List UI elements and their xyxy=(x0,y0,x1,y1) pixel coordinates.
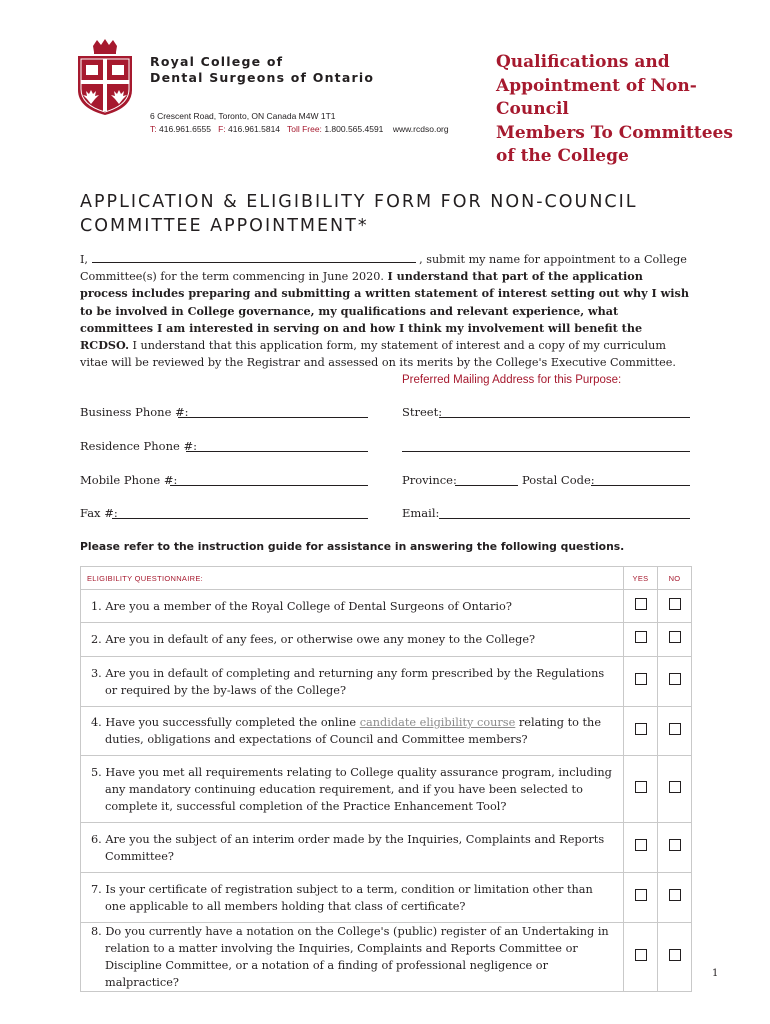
postal-code-field[interactable] xyxy=(591,485,690,486)
business-phone-label: Business Phone #: xyxy=(80,405,189,419)
question-text: 6. Are you the subject of an interim order made by the Inquiries, Complaints and Reports Committee? xyxy=(91,832,605,863)
org-name xyxy=(150,54,374,86)
questionnaire-header: ELIGIBILITY QUESTIONNAIRE: xyxy=(81,567,624,590)
email-field[interactable] xyxy=(439,518,690,519)
candidate-eligibility-course-link[interactable]: candidate eligibility course xyxy=(359,716,516,729)
email-label: Email: xyxy=(402,506,440,520)
form-heading-line2: COMMITTEE APPOINTMENT* xyxy=(80,216,369,236)
intro-text: , submit my name for appointment to a College Committee(s) for the term commencing in June 2020. xyxy=(80,253,687,284)
table-row xyxy=(81,823,692,873)
doc-title-line: of the College xyxy=(496,146,629,166)
doc-title-line: Qualifications and xyxy=(496,52,670,72)
intro-prefix: I, xyxy=(80,253,88,266)
question-4-start: 4. Have you successfully completed the online xyxy=(91,716,357,729)
no-checkbox[interactable] xyxy=(669,598,681,610)
question-text xyxy=(91,714,613,748)
yes-checkbox[interactable] xyxy=(635,889,647,901)
form-heading-line1: APPLICATION & ELIGIBILITY FORM FOR NON-COUNCIL xyxy=(80,192,638,212)
table-row xyxy=(81,657,692,707)
yes-checkbox[interactable] xyxy=(635,673,647,685)
yes-checkbox[interactable] xyxy=(635,781,647,793)
question-text: 1. Are you a member of the Royal College of Dental Surgeons of Ontario? xyxy=(91,599,512,613)
question-text: 7. Is your certificate of registration subject to a term, condition or limitation other than one applicable to all members holding that class of certificate? xyxy=(91,882,593,913)
document-title xyxy=(496,51,746,169)
province-field[interactable] xyxy=(455,485,518,486)
doc-title-line: Members To Committees xyxy=(496,122,733,143)
table-header-row xyxy=(81,567,692,590)
tollfree-number: 1.800.565.4591 xyxy=(324,124,384,134)
intro-bold-text: I understand that part of the application process includes preparing and submitting a written statement of interest setting out why I wish to be involved in College governance, my qualifications and relevant experience, what committees I am interested in serving on and how I think my involvement will benefit the RCDSO. xyxy=(80,269,689,353)
yes-checkbox[interactable] xyxy=(635,598,647,610)
residence-phone-field[interactable] xyxy=(186,451,368,452)
intro-rest-text: I understand that this application form, my statement of interest and a copy of my curriculum vitae will be reviewed by the Registrar and assessed on its merits by the College's Executive Committee. xyxy=(80,339,676,370)
no-checkbox[interactable] xyxy=(669,723,681,735)
fax-number: 416.961.5814 xyxy=(228,124,281,134)
fax-label: F: xyxy=(218,124,226,134)
question-text: 5. Have you met all requirements relating to College quality assurance program, including any mandatory continuing education requirement, and if you have been selected to complete it, successful completion of the Practice Enhancement Tool? xyxy=(91,765,612,813)
website-link[interactable]: www.rcdso.org xyxy=(392,124,449,134)
table-row xyxy=(81,623,692,657)
mobile-phone-field[interactable] xyxy=(170,485,368,486)
table-row xyxy=(81,707,692,756)
yes-header: YES xyxy=(624,567,658,590)
tel-label: T: xyxy=(150,124,157,134)
no-header: NO xyxy=(658,567,692,590)
no-checkbox[interactable] xyxy=(669,673,681,685)
yes-checkbox[interactable] xyxy=(635,839,647,851)
preferred-mailing-label: Preferred Mailing Address for this Purpose: xyxy=(402,374,622,386)
fax-field[interactable] xyxy=(112,518,368,519)
no-checkbox[interactable] xyxy=(669,949,681,961)
no-checkbox[interactable] xyxy=(669,889,681,901)
rcdso-crest-logo xyxy=(76,38,134,116)
org-name-line2: Dental Surgeons of Ontario xyxy=(150,70,375,85)
street-line-2-field[interactable] xyxy=(402,451,690,452)
business-phone-field[interactable] xyxy=(178,417,368,418)
org-name-line1: Royal College of xyxy=(150,54,284,69)
postal-code-label: Postal Code: xyxy=(522,473,595,487)
question-text: 3. Are you in default of completing and returning any form prescribed by the Regulations or required by the by-laws of the College? xyxy=(91,666,605,697)
tel-number: 416.961.6555 xyxy=(159,124,211,134)
residence-phone-label: Residence Phone #: xyxy=(80,439,197,453)
province-label: Province: xyxy=(402,473,457,487)
table-row xyxy=(81,590,692,623)
table-row xyxy=(81,756,692,823)
mobile-phone-label: Mobile Phone #: xyxy=(80,473,178,487)
yes-checkbox[interactable] xyxy=(635,949,647,961)
no-checkbox[interactable] xyxy=(669,839,681,851)
org-address: 6 Crescent Road, Toronto, ON Canada M4W 1T1 xyxy=(150,111,336,121)
tollfree-label: Toll Free: xyxy=(286,124,322,134)
table-row xyxy=(81,873,692,923)
fax-label: Fax #: xyxy=(80,506,118,520)
intro-paragraph xyxy=(80,251,690,371)
street-label: Street: xyxy=(402,405,443,419)
eligibility-questionnaire-table xyxy=(80,566,692,992)
instruction-note: Please refer to the instruction guide for assistance in answering the following questions. xyxy=(80,540,625,553)
table-row xyxy=(81,923,692,992)
no-checkbox[interactable] xyxy=(669,631,681,643)
question-text: 8. Do you currently have a notation on the College's (public) register of an Undertaking in relation to a matter involving the Inquiries, Complaints and Reports Committee or Discipline Committee, or a notation of a finding of professional negligence or malpractice? xyxy=(91,925,609,989)
form-heading xyxy=(80,190,700,238)
street-field[interactable] xyxy=(439,417,690,418)
question-text: 2. Are you in default of any fees, or otherwise owe any money to the College? xyxy=(91,633,536,646)
question-4-rest: relating to the duties, obligations and expectations of Council and Committee members? xyxy=(105,716,602,746)
yes-checkbox[interactable] xyxy=(635,723,647,735)
yes-checkbox[interactable] xyxy=(635,631,647,643)
org-contact xyxy=(150,124,449,134)
doc-title-line: Appointment of Non-Council xyxy=(496,75,697,119)
applicant-name-blank[interactable] xyxy=(92,251,416,263)
no-checkbox[interactable] xyxy=(669,781,681,793)
page-number: 1 xyxy=(712,968,719,979)
